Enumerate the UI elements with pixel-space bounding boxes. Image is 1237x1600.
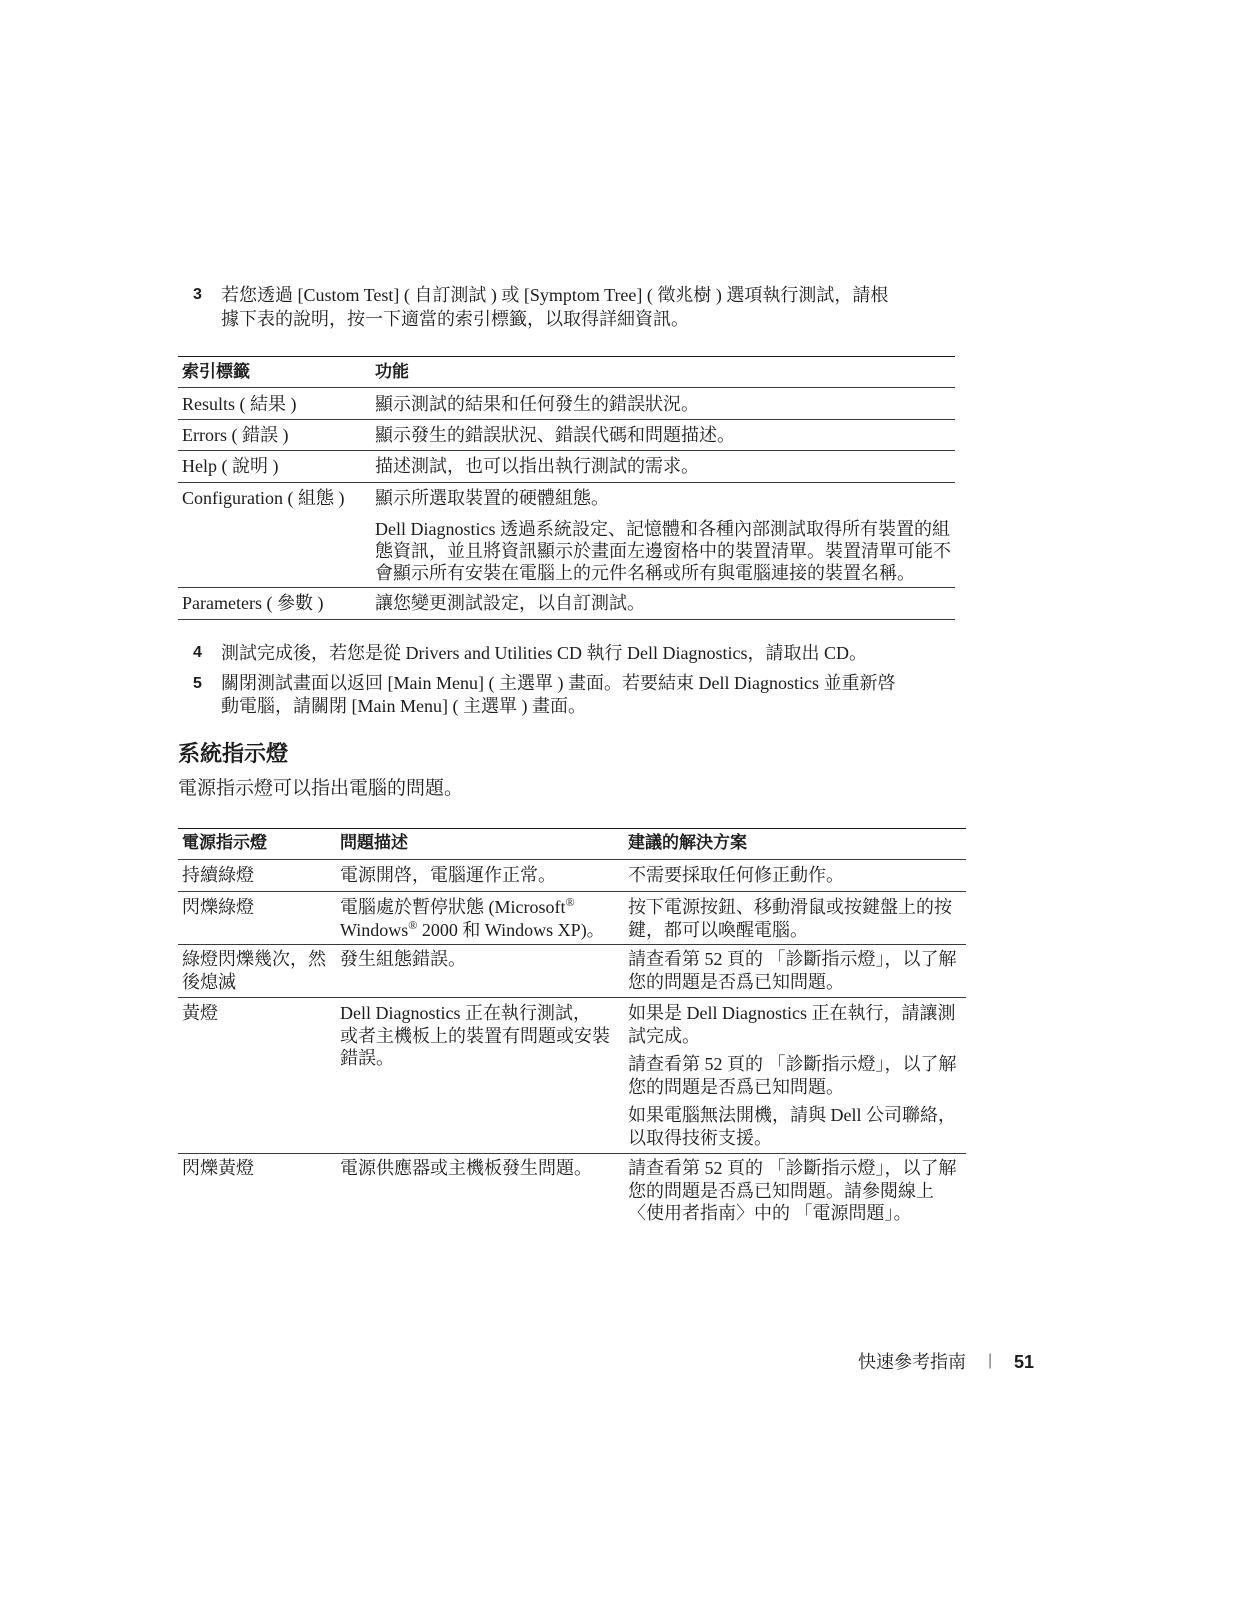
power-light-table xyxy=(178,828,966,1229)
solution-paragraph xyxy=(628,1104,957,1149)
step-line: 據下表的說明，按一下適當的索引標籤，以取得詳細資訊。 xyxy=(221,309,689,329)
cell-text: 2000 和 Windows XP)。 xyxy=(417,919,605,940)
cell-line xyxy=(340,896,605,919)
registered-mark: ® xyxy=(408,917,418,932)
tab-name-cell: Help ( 說明 ) xyxy=(182,456,279,476)
cell-line: 鍵，都可以喚醒電腦。 xyxy=(628,919,808,940)
cell-line: 電源供應器或主機板發生問題。 xyxy=(340,1158,592,1178)
cell-line: 電源開啓，電腦運作正常。 xyxy=(340,865,556,885)
tab-name-cell: Configuration ( 組態 ) xyxy=(182,488,345,508)
cell-line: 請查看第 52 頁的 「診斷指示燈」，以了解 xyxy=(628,949,957,969)
cell-line: 或者主機板上的裝置有問題或安裝 xyxy=(340,1025,610,1046)
registered-mark: ® xyxy=(565,895,575,909)
light-cell xyxy=(182,1157,254,1180)
cell-line: 持續綠燈 xyxy=(182,865,254,885)
footer-title: 快速參考指南 xyxy=(858,1352,966,1372)
cell-line: 如果電腦無法開機，請與 Dell 公司聯絡， xyxy=(628,1105,956,1125)
function-cell: 顯示發生的錯誤狀況、錯誤代碼和問題描述。 xyxy=(375,425,735,445)
tab-name-cell: Results ( 結果 ) xyxy=(182,394,297,414)
problem-cell xyxy=(340,1002,610,1070)
function-note xyxy=(375,518,951,584)
cell-line: 閃爍黃燈 xyxy=(182,1158,254,1178)
light-cell xyxy=(182,864,254,887)
function-text: 顯示所選取裝置的硬體組態。 xyxy=(375,488,609,508)
problem-cell xyxy=(340,864,556,887)
cell-line: 如果是 Dell Diagnostics 正在執行，請讓測 xyxy=(628,1003,956,1023)
section-intro: 電源指示燈可以指出電腦的問題。 xyxy=(178,778,464,799)
cell-text: Windows xyxy=(340,919,409,940)
page-number: 51 xyxy=(1014,1352,1035,1372)
cell-line: 閃爍綠燈 xyxy=(182,897,254,917)
step-text xyxy=(221,641,867,665)
cell-line xyxy=(340,919,605,942)
tab-function-table xyxy=(178,356,955,620)
table-header-row xyxy=(178,357,955,388)
table-row xyxy=(178,860,966,892)
cell-line: 請查看第 52 頁的 「診斷指示燈」，以了解 xyxy=(628,1158,957,1178)
column-header-light: 電源指示燈 xyxy=(182,833,267,852)
note-line: Dell Diagnostics 透過系統設定、記憶體和各種內部測試取得所有裝置的組 xyxy=(375,519,950,539)
cell-line: 〈使用者指南〉中的 「電源問題」。 xyxy=(628,1203,912,1223)
step-number: 4 xyxy=(193,644,202,661)
table-row xyxy=(178,388,955,420)
function-cell: 顯示測試的結果和任何發生的錯誤狀況。 xyxy=(375,394,699,414)
light-cell xyxy=(182,948,326,993)
section-heading: 系統指示燈 xyxy=(178,741,289,766)
table-row xyxy=(178,483,955,588)
cell-line: 請查看第 52 頁的 「診斷指示燈」，以了解 xyxy=(628,1054,957,1074)
step-text xyxy=(221,672,895,718)
step-text xyxy=(221,283,888,331)
cell-line: 試完成。 xyxy=(628,1025,700,1046)
cell-line: 不需要採取任何修正動作。 xyxy=(628,865,844,885)
table-row xyxy=(178,1154,966,1229)
solution-paragraph xyxy=(628,1053,957,1098)
cell-line: 以取得技術支援。 xyxy=(628,1127,772,1148)
solution-cell xyxy=(628,1002,957,1149)
cell-line: 您的問題是否爲已知問題。 xyxy=(628,971,844,992)
problem-cell xyxy=(340,1157,592,1180)
step-line: 測試完成後，若您是從 Drivers and Utilities CD 執行 Dell Diagnostics，請取出 CD。 xyxy=(221,643,867,663)
footer-separator: | xyxy=(988,1352,993,1369)
light-cell xyxy=(182,896,254,919)
step-line: 若您透過 [Custom Test] ( 自訂測試 ) 或 [Symptom Tree] ( 徵兆樹 ) 選項執行測試，請根 xyxy=(221,285,889,305)
table-row xyxy=(178,451,955,483)
tab-name-cell: Errors ( 錯誤 ) xyxy=(182,425,289,445)
column-header-function: 功能 xyxy=(375,362,409,381)
table-row xyxy=(178,588,955,620)
solution-cell xyxy=(628,948,957,993)
table-row xyxy=(178,945,966,998)
cell-line: 您的問題是否爲已知問題。 xyxy=(628,1076,844,1097)
table-row xyxy=(178,892,966,945)
cell-line: Dell Diagnostics 正在執行測試， xyxy=(340,1003,591,1023)
solution-paragraph xyxy=(628,864,844,887)
step-line: 動電腦，請關閉 [Main Menu] ( 主選單 ) 畫面。 xyxy=(221,696,586,716)
step-number: 3 xyxy=(193,286,202,303)
function-cell: 讓您變更測試設定，以自訂測試。 xyxy=(375,593,645,613)
column-header-solution: 建議的解決方案 xyxy=(628,833,747,852)
solution-cell xyxy=(628,896,952,941)
light-cell xyxy=(182,1002,218,1025)
page-footer xyxy=(858,1350,1058,1374)
problem-cell xyxy=(340,896,605,941)
step-number: 5 xyxy=(193,675,202,692)
cell-line: 後熄滅 xyxy=(182,971,236,992)
column-header-problem: 問題描述 xyxy=(340,833,408,852)
solution-paragraph xyxy=(628,1157,957,1225)
function-cell xyxy=(375,487,951,584)
table-row xyxy=(178,420,955,451)
problem-cell xyxy=(340,948,466,971)
cell-line: 您的問題是否爲已知問題。請參閱線上 xyxy=(628,1180,934,1201)
cell-line: 綠燈閃爍幾次，然 xyxy=(182,949,326,969)
cell-line: 黃燈 xyxy=(182,1003,218,1023)
solution-paragraph xyxy=(628,896,952,941)
table-header-row xyxy=(178,829,966,860)
tab-name-cell: Parameters ( 參數 ) xyxy=(182,593,324,613)
solution-paragraph xyxy=(628,1002,957,1047)
cell-line: 錯誤。 xyxy=(340,1048,394,1068)
cell-line: 按下電源按鈕、移動滑鼠或按鍵盤上的按 xyxy=(628,897,952,917)
cell-text: 電腦處於暫停狀態 (Microsoft xyxy=(340,897,566,917)
solution-paragraph xyxy=(628,948,957,993)
note-line: 態資訊，並且將資訊顯示於畫面左邊窗格中的裝置清單。裝置清單可能不 xyxy=(375,541,951,561)
column-header-tab: 索引標籤 xyxy=(182,362,250,381)
cell-line: 發生組態錯誤。 xyxy=(340,949,466,969)
step-line: 關閉測試畫面以返回 [Main Menu] ( 主選單 ) 畫面。若要結束 Dell Diagnostics 並重新啓 xyxy=(221,673,896,693)
note-line: 會顯示所有安裝在電腦上的元件名稱或所有與電腦連接的裝置名稱。 xyxy=(375,563,915,583)
solution-cell xyxy=(628,864,844,887)
solution-cell xyxy=(628,1157,957,1225)
function-cell: 描述測試，也可以指出執行測試的需求。 xyxy=(375,456,699,476)
table-row xyxy=(178,998,966,1154)
